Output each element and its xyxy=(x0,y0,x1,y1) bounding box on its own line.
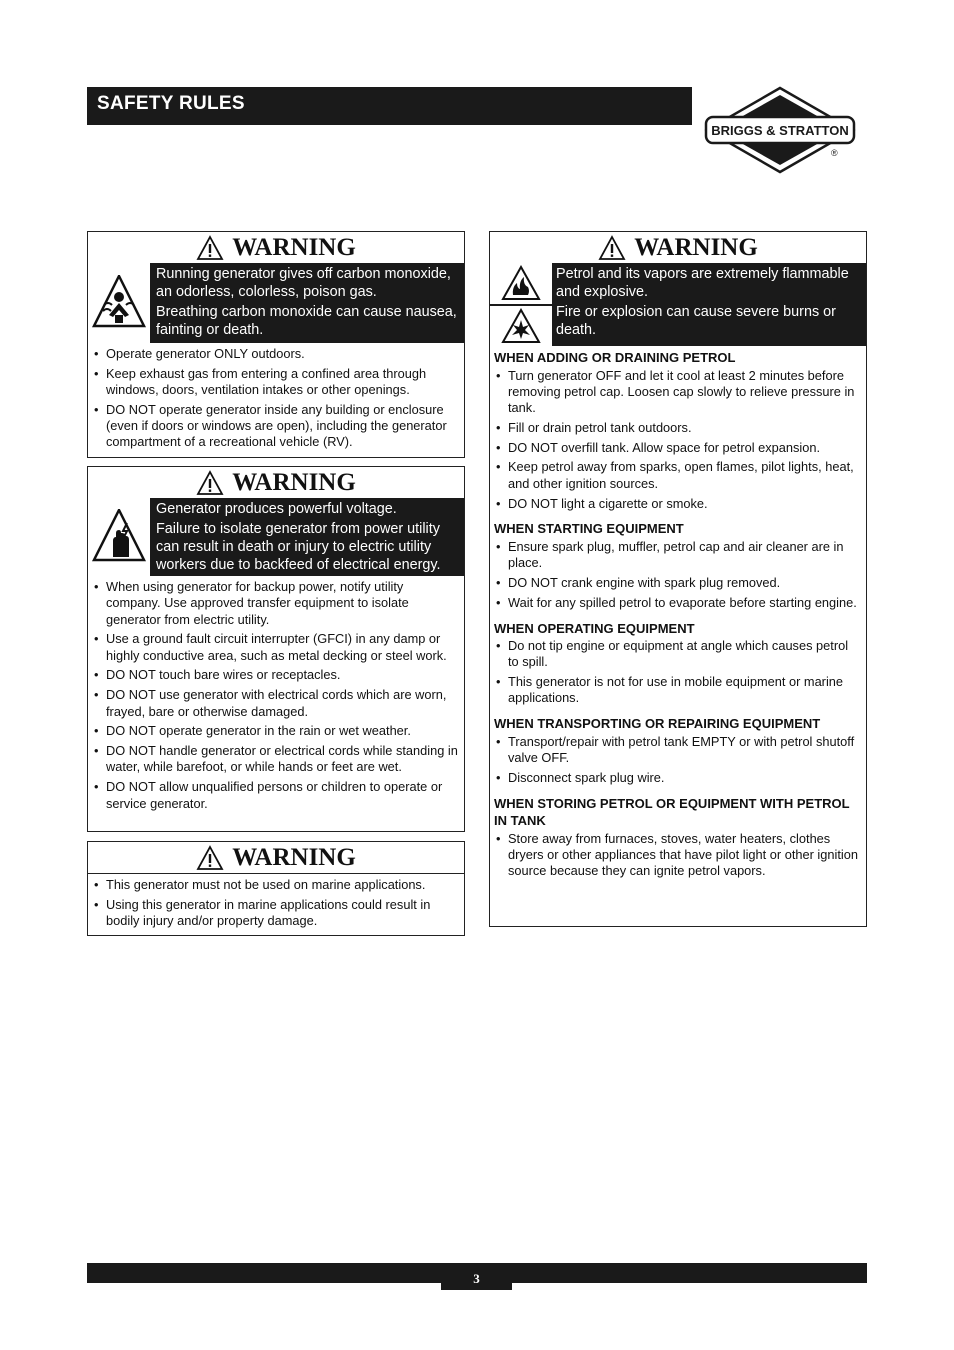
fire-icon xyxy=(490,263,552,306)
hazard-text xyxy=(152,263,464,343)
warning-header xyxy=(88,467,464,498)
section-heading: WHEN OPERATING EQUIPMENT xyxy=(494,620,695,636)
hazard-line: Breathing carbon monoxide can cause nausea, fainting or death. xyxy=(156,304,457,338)
warning-header xyxy=(88,842,464,873)
warning-header xyxy=(88,232,464,263)
list-item: • This generator is not for use in mobile equipment or marine applications. xyxy=(494,674,862,707)
section-heading: WHEN TRANSPORTING OR REPAIRING EQUIPMENT xyxy=(494,716,821,732)
list-item: • DO NOT touch bare wires or receptacles. xyxy=(92,667,460,683)
warning-triangle-icon xyxy=(598,235,626,261)
list-item: • DO NOT allow unqualified persons or children to operate or service generator. xyxy=(92,779,460,812)
hazard-panel xyxy=(490,263,866,346)
bullet-list xyxy=(490,538,866,619)
page-title: SAFETY RULES xyxy=(97,93,245,114)
warning-title: WARNING xyxy=(634,233,758,261)
warning-box-voltage xyxy=(87,466,465,832)
hazard-line: Failure to isolate generator from power utility can result in death or injury to electric utility workers due to backfeed of electrical energy. xyxy=(156,521,441,573)
list-item: • Use a ground fault circuit interrupter (GFCI) in any damp or highly conductive area, such as metal decking or steel work. xyxy=(92,631,460,664)
warning-box-carbon-monoxide xyxy=(87,231,465,458)
bullet-list xyxy=(490,367,866,520)
list-item: • DO NOT overfill tank. Allow space for petrol expansion. xyxy=(494,440,862,456)
list-item: • DO NOT light a cigarette or smoke. xyxy=(494,496,862,512)
list-item: • Operate generator ONLY outdoors. xyxy=(92,346,460,362)
list-item: • Turn generator OFF and let it cool at least 2 minutes before removing petrol cap. Loosen cap slowly to relieve pressure in tank. xyxy=(494,368,862,417)
warning-triangle-icon xyxy=(196,845,224,871)
list-item: • Disconnect spark plug wire. xyxy=(494,770,862,786)
warning-title: WARNING xyxy=(232,468,356,496)
warning-title: WARNING xyxy=(232,233,356,261)
bullet-list xyxy=(88,873,464,937)
exhaust-fumes-icon xyxy=(88,263,152,343)
list-item: • This generator must not be used on marine applications. xyxy=(92,877,460,893)
hazard-line: Fire or explosion can cause severe burns or death. xyxy=(556,304,836,338)
list-item: • DO NOT crank engine with spark plug removed. xyxy=(494,575,862,591)
hazard-text xyxy=(552,263,866,346)
list-item: • Transport/repair with petrol tank EMPTY or with petrol shutoff valve OFF. xyxy=(494,734,862,767)
warning-header xyxy=(490,232,866,263)
hazard-panel xyxy=(88,498,464,576)
warning-box-marine xyxy=(87,841,465,936)
list-item: • Do not tip engine or equipment at angle which causes petrol to spill. xyxy=(494,638,862,671)
list-item: • Fill or drain petrol tank outdoors. xyxy=(494,420,862,436)
section-heading: WHEN STORING PETROL OR EQUIPMENT WITH PETROL IN TANK xyxy=(494,795,850,829)
list-item: • Using this generator in marine applications could result in bodily injury and/or property damage. xyxy=(92,897,460,930)
hazard-line: Running generator gives off carbon monoxide, an odorless, colorless, poison gas. xyxy=(156,266,451,300)
list-item: • Store away from furnaces, stoves, water heaters, clothes dryers or other appliances that have pilot light or other ignition source because they can ignite petrol vapors. xyxy=(494,831,862,880)
list-item: • DO NOT handle generator or electrical cords while standing in water, while barefoot, or while hands or feet are wet. xyxy=(92,743,460,776)
hazard-line: Generator produces powerful voltage. xyxy=(156,501,397,517)
bullet-list xyxy=(88,576,464,819)
hazard-icon-stack xyxy=(490,263,552,346)
hazard-panel xyxy=(88,263,464,343)
section-heading: WHEN STARTING EQUIPMENT xyxy=(494,521,684,537)
list-item: • Keep exhaust gas from entering a confined area through windows, doors, ventilation intakes or other openings. xyxy=(92,366,460,399)
section-heading: WHEN ADDING OR DRAINING PETROL xyxy=(494,350,736,365)
warning-box-petrol xyxy=(489,231,867,927)
list-item: • Keep petrol away from sparks, open flames, pilot lights, heat, and other ignition sources. xyxy=(494,459,862,492)
warning-triangle-icon xyxy=(196,470,224,496)
list-item: • Wait for any spilled petrol to evaporate before starting engine. xyxy=(494,595,862,611)
explosion-icon xyxy=(490,306,552,347)
list-item: • When using generator for backup power, notify utility company. Use approved transfer equipment to isolate generator from electric utility. xyxy=(92,579,460,628)
bullet-list xyxy=(490,637,866,714)
list-item: • DO NOT operate generator in the rain or wet weather. xyxy=(92,723,460,739)
hazard-line: Petrol and its vapors are extremely flammable and explosive. xyxy=(556,266,849,300)
bullet-list xyxy=(490,830,866,887)
page-number: 3 xyxy=(441,1266,512,1290)
briggs-stratton-logo xyxy=(703,86,857,174)
list-item: • DO NOT use generator with electrical cords which are worn, frayed, bare or otherwise damaged. xyxy=(92,687,460,720)
list-item: • DO NOT operate generator inside any building or enclosure (even if doors or windows are open), including the generator compartment of a recreational vehicle (RV). xyxy=(92,402,460,451)
logo-brand-text: BRIGGS & STRATTON xyxy=(711,123,849,138)
hazard-text xyxy=(152,498,464,576)
electric-shock-icon xyxy=(88,498,152,576)
header-bar xyxy=(87,87,692,125)
warning-title: WARNING xyxy=(232,843,356,871)
bullet-list xyxy=(88,343,464,458)
warning-triangle-icon xyxy=(196,235,224,261)
logo-registered-mark: ® xyxy=(831,148,838,158)
bullet-list xyxy=(490,733,866,794)
list-item: • Ensure spark plug, muffler, petrol cap and air cleaner are in place. xyxy=(494,539,862,572)
